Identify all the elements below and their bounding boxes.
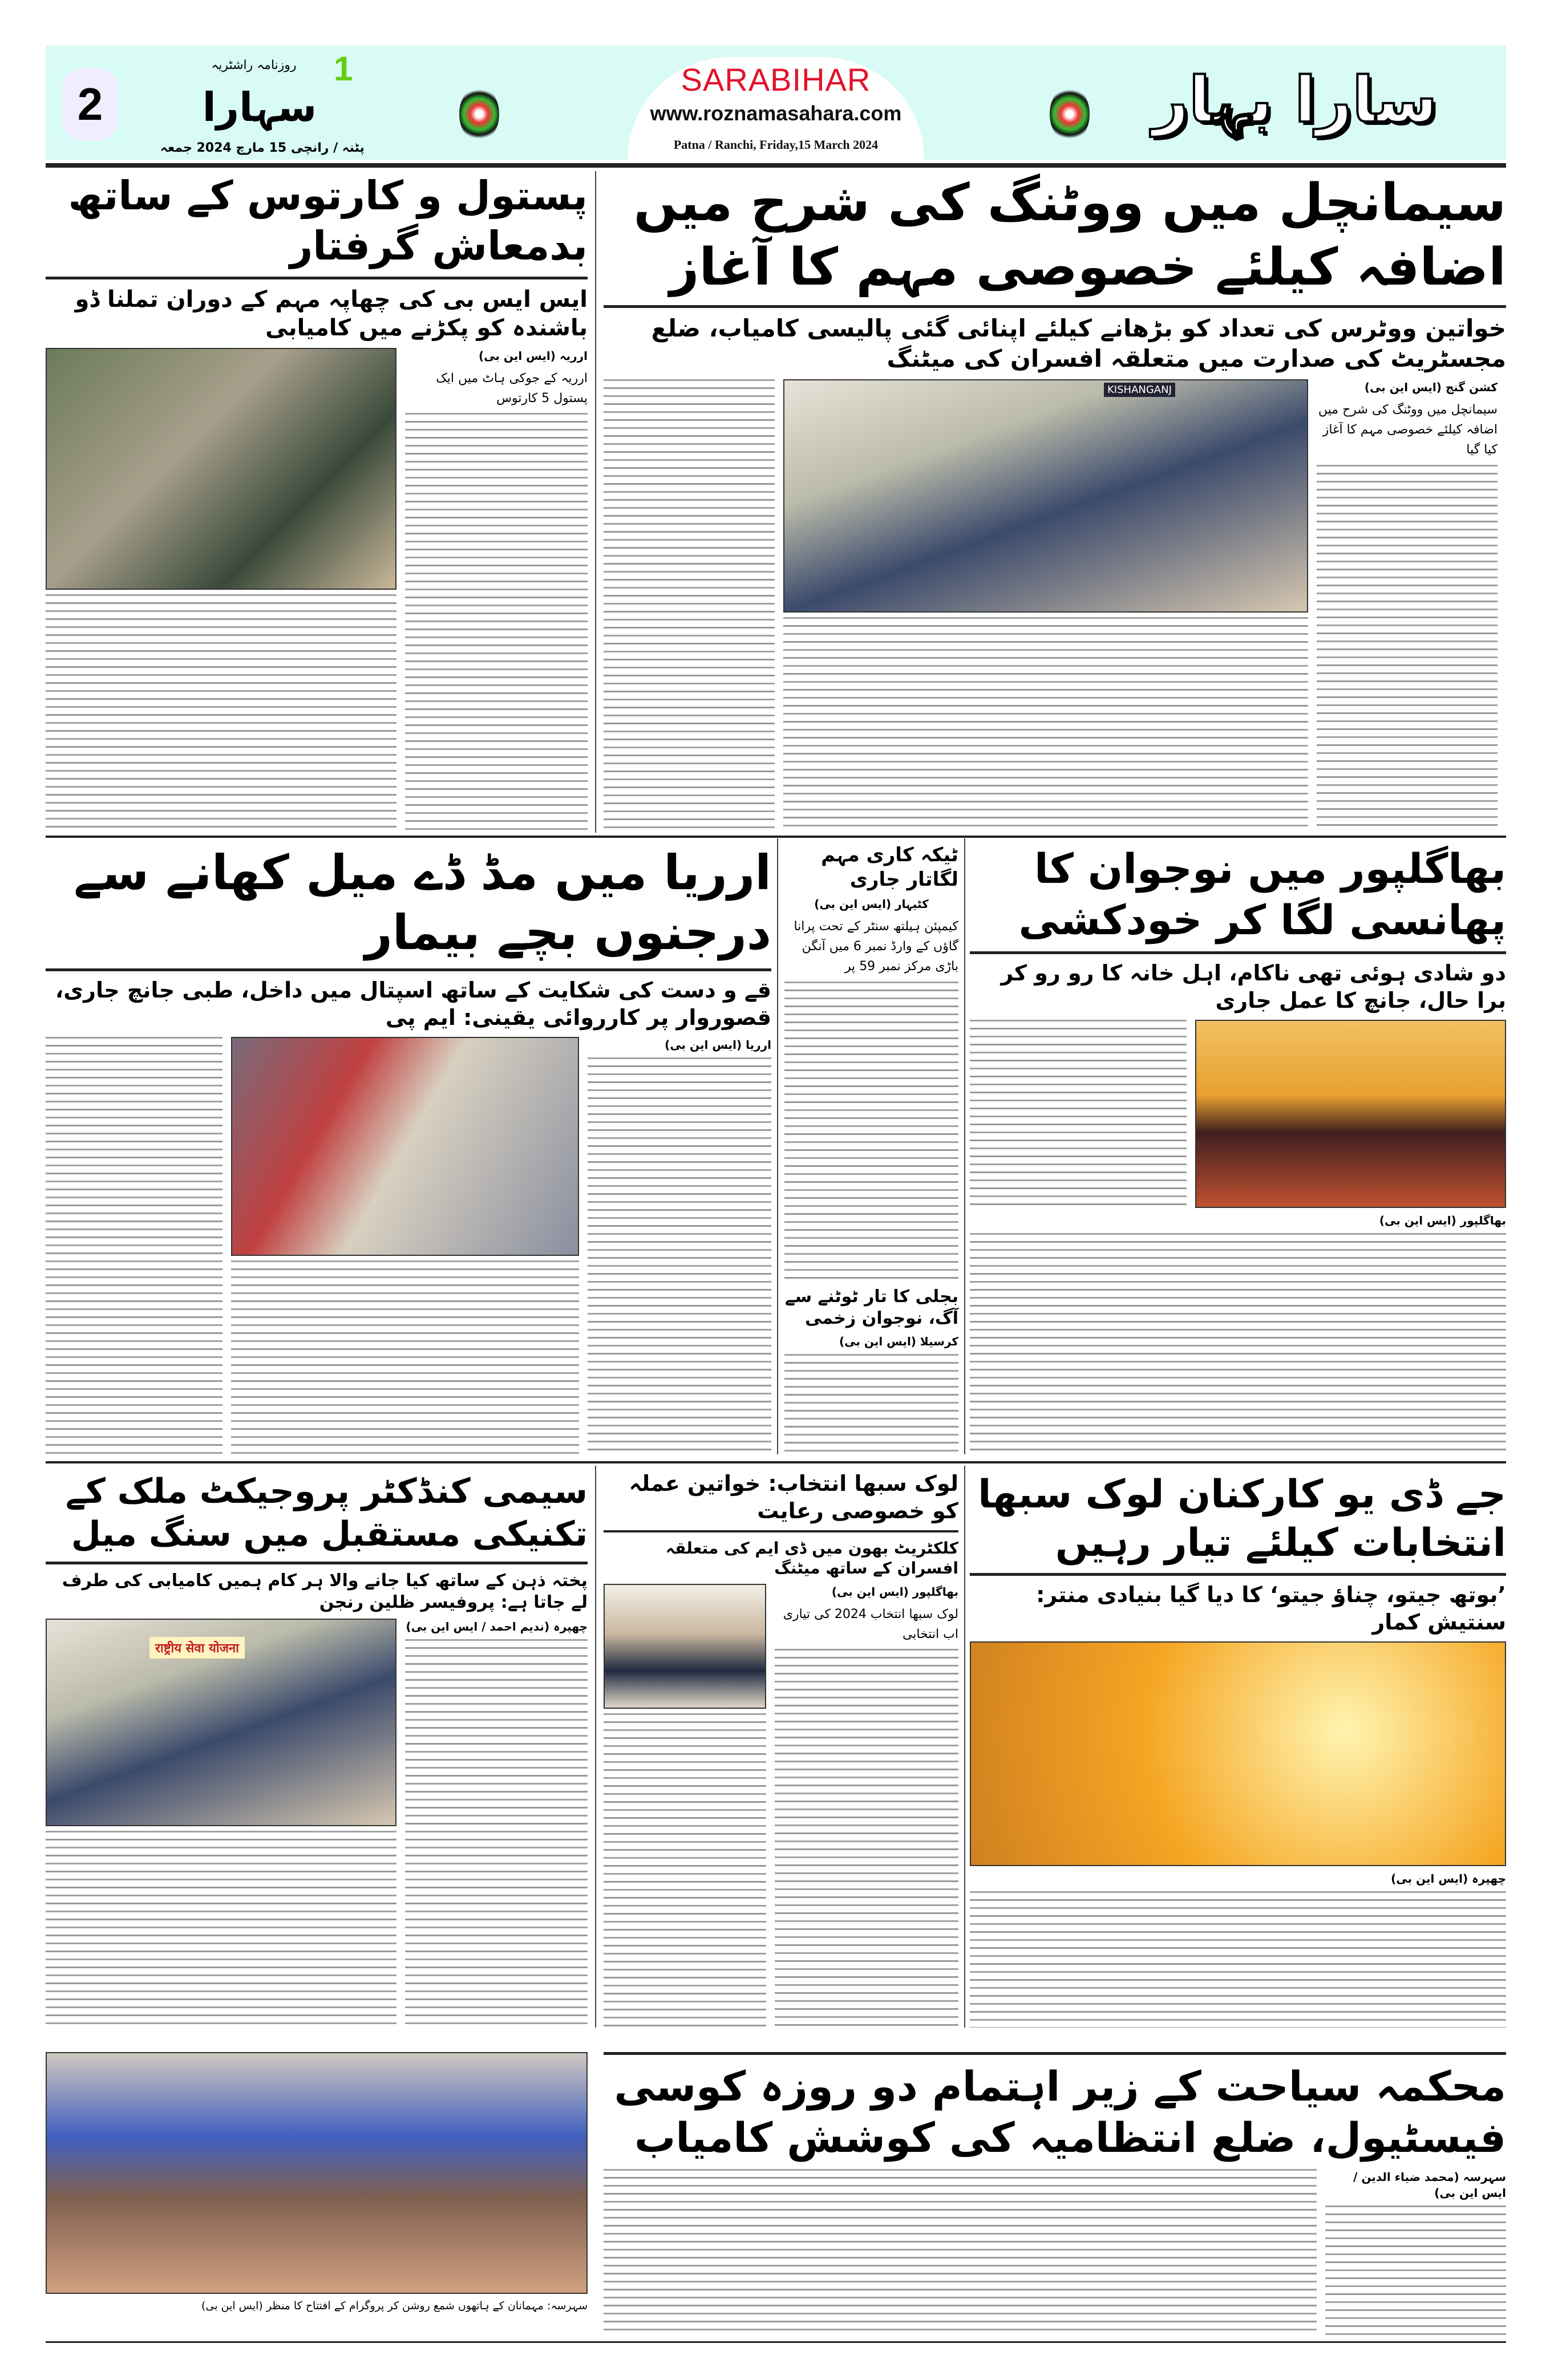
subhead: دو شادی ہوئی تھی ناکام، اہل خانہ کا رو رو کر برا حال، جانچ کا عمل جاری xyxy=(1001,960,1506,1013)
meeting-photo xyxy=(783,379,1308,613)
headline: محکمہ سیاحت کے زیر اہتمام دو روزہ کوسی فیسٹیول، ضلع انتظامیہ کی کوشش کامیاب xyxy=(614,2062,1506,2162)
loksabha-photo xyxy=(604,1584,766,1709)
article-body xyxy=(604,2169,1317,2336)
story-semiconductor xyxy=(46,1470,588,2028)
article-body xyxy=(405,1639,588,2028)
section-rule xyxy=(46,1461,1506,1463)
article-body xyxy=(775,1649,958,2028)
story-kosi-festival-photo xyxy=(46,2052,588,2336)
rule xyxy=(46,1562,588,1564)
sun-emblem-icon xyxy=(1050,86,1090,143)
website-link[interactable]: www.roznamasahara.com xyxy=(650,102,902,125)
column-divider xyxy=(964,1466,965,2028)
article-body xyxy=(604,1713,766,2028)
article-body xyxy=(784,982,958,1282)
column-divider xyxy=(595,1466,596,2028)
dateline: ارریا (ایس این بی) xyxy=(665,1038,771,1052)
logo-number: 1 xyxy=(334,50,353,88)
subhead: کلکٹریٹ بھون میں ڈی ایم کی متعلقہ افسران کے ساتھ میٹنگ xyxy=(665,1539,958,1578)
page-number: 2 xyxy=(60,66,120,143)
headline: لوک سبھا انتخاب: خواتین عملہ کو خصوصی رعایت xyxy=(629,1471,958,1523)
headline: سیمی کنڈکٹر پروجیکٹ ملک کے تکنیکی مستقبل میں سنگ میل xyxy=(65,1471,588,1554)
article-body xyxy=(970,1891,1506,2028)
column-divider xyxy=(777,838,778,1454)
rule xyxy=(604,2052,1506,2055)
story-pistol-arrest xyxy=(46,171,588,830)
sahara-logo: سہارا xyxy=(202,84,317,131)
headline: ٹیکہ کاری مہم لگاتار جاری xyxy=(821,844,958,891)
header-rule xyxy=(46,163,1506,168)
dateline: چھپرہ (ندیم احمد / ایس این بی) xyxy=(406,1620,588,1633)
headline: ارریا میں مڈ ڈے میل کھانے سے درجنوں بچے بیمار xyxy=(74,845,771,960)
dateline: سہرسہ (محمد ضیاء الدین / ایس این بی) xyxy=(1353,2170,1506,2200)
lead-text: ارریہ کے جوکی ہاٹ میں ایک پستول 5 کارتوس xyxy=(436,371,588,406)
seminar-photo xyxy=(46,1619,396,1826)
headline: سیمانچل میں ووٹنگ کی شرح میں اضافہ کیلئے خصوصی مہم کا آغاز xyxy=(633,173,1506,297)
section-title: سارا بہار xyxy=(1152,63,1438,136)
story-vaccination xyxy=(784,843,958,1454)
footer-rule xyxy=(46,2341,1506,2343)
subhead: ایس ایس بی کی چھاپہ مہم کے دوران تملنا ڈو باشندہ کو پکڑنے میں کامیابی xyxy=(75,286,588,341)
article-body xyxy=(46,1037,222,1454)
dateline: کرسیلا (ایس این بی) xyxy=(839,1335,958,1349)
article-body xyxy=(46,594,396,830)
rule xyxy=(970,951,1506,954)
sub-headline: بجلی کا تار ٹوٹنے سے آگ، نوجوان زخمی xyxy=(784,1287,958,1328)
arrest-photo xyxy=(46,348,396,590)
dateline: بھاگلپور (ایس این بی) xyxy=(831,1585,958,1599)
section-rule xyxy=(46,836,1506,838)
dateline: بھاگلپور (ایس این بی) xyxy=(1379,1214,1506,1227)
rule xyxy=(604,1530,958,1532)
story-seemanchal xyxy=(604,171,1506,830)
article-body xyxy=(970,1020,1187,1208)
subhead: خواتین ووٹرس کی تعداد کو بڑھانے کیلئے اپنائی گئی پالیسی کامیاب، ضلع مجسٹریٹ کی صدارت میں متعلقہ افسران کی میٹنگ xyxy=(651,314,1506,372)
festival-photo xyxy=(46,2052,588,2294)
article-body xyxy=(1325,2205,1506,2336)
story-loksabha-women-staff xyxy=(604,1470,958,2028)
hospital-photo xyxy=(231,1037,579,1256)
rule xyxy=(970,1573,1506,1576)
article-body xyxy=(231,1260,579,1454)
family-photo xyxy=(1195,1020,1506,1208)
article-body xyxy=(784,1354,958,1454)
story-bhagalpur-suicide xyxy=(970,843,1506,1454)
article-body xyxy=(970,1233,1506,1454)
subhead: پختہ ذہن کے ساتھ کیا جانے والا ہر کام ہمیں کامیابی کی طرف لے جاتا ہے: پروفیسر ظلین رنجن xyxy=(62,1571,588,1612)
photo-caption: سہرسہ: مہمانان کے ہاتھوں شمع روشن کر پروگرام کے افتتاح کا منظر (ایس این بی) xyxy=(201,2300,588,2312)
story-jdu-workers xyxy=(970,1470,1506,2028)
story-kosi-festival xyxy=(604,2052,1506,2336)
dateline: کشن گنج (ایس این بی) xyxy=(1364,380,1498,394)
photo-banner: राष्ट्रीय सेवा योजना xyxy=(149,1637,245,1659)
brand-title: SARABIHAR xyxy=(681,62,871,98)
jdu-meeting-photo xyxy=(970,1641,1506,1866)
rule xyxy=(604,305,1506,308)
urdu-date: پٹنہ / رانچی 15 مارچ 2024 جمعہ xyxy=(160,141,365,155)
photo-sign: KISHANGANJ xyxy=(1104,383,1175,397)
article-body xyxy=(588,1057,771,1454)
logo-tagline: روزنامہ راشٹریہ xyxy=(211,58,297,72)
dateline: کٹیہار (ایس این بی) xyxy=(814,897,929,911)
column-divider xyxy=(964,838,965,1454)
story-araria-midday-meal xyxy=(46,843,771,1454)
article-body xyxy=(46,1831,396,2028)
article-body xyxy=(783,617,1308,830)
lead-text: سیمانچل میں ووٹنگ کی شرح میں اضافہ کیلئے خصوصی مہم کا آغاز کیا گیا xyxy=(1318,403,1498,457)
article-body xyxy=(1317,465,1498,830)
english-dateline: Patna / Ranchi, Friday,15 March 2024 xyxy=(673,137,879,152)
lead-text: کیمپئن ہیلتھ سنٹر کے تحت پرانا گاؤں کے وارڈ نمبر 6 میں آنگن باڑی مرکز نمبر 59 پر xyxy=(794,919,958,974)
sun-emblem-icon xyxy=(459,86,499,143)
headline: جے ڈی یو کارکنان لوک سبھا انتخابات کیلئے تیار رہیں xyxy=(978,1472,1506,1566)
subhead: ’بوتھ جیتو، چناؤ جیتو‘ کا دیا گیا بنیادی منتر: سنتیش کمار xyxy=(1036,1582,1506,1635)
article-body xyxy=(405,413,588,830)
rule xyxy=(46,277,588,279)
article-body xyxy=(604,379,775,830)
subhead: قے و دست کی شکایت کے ساتھ اسپتال میں داخل، طبی جانچ جاری، قصوروار پر کارروائی یقینی: ایم پی xyxy=(55,978,771,1030)
dateline: ارریہ (ایس این بی) xyxy=(478,349,588,363)
dateline: چھپرہ (ایس این بی) xyxy=(1391,1872,1506,1886)
column-divider xyxy=(595,171,596,833)
headline: پستول و کارتوس کے ساتھ بدمعاش گرفتار xyxy=(68,172,588,269)
headline: بھاگلپور میں نوجوان کا پھانسی لگا کر خودکشی xyxy=(1018,845,1506,944)
lead-text: لوک سبھا انتخاب 2024 کی تیاری اب انتخابی xyxy=(783,1607,958,1642)
rule xyxy=(46,968,771,971)
